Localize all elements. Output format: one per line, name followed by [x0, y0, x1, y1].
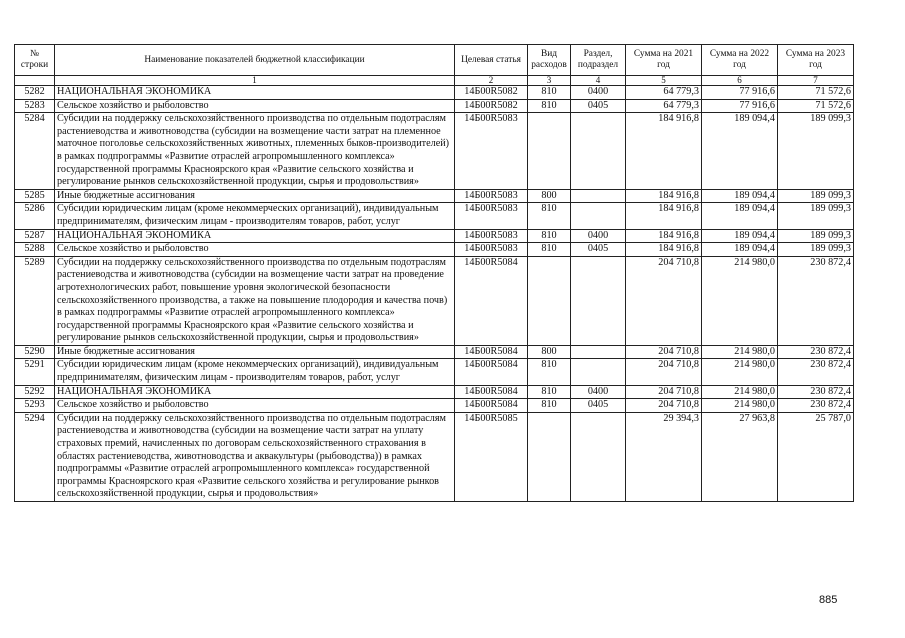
row-sum-2022: 214 980,0 [702, 385, 778, 399]
column-number: 3 [528, 76, 571, 86]
row-sum-2021: 204 710,8 [626, 399, 702, 413]
row-name: Субсидии на поддержку сельскохозяйственного производства по отдельным подотраслям растениеводства и животноводства (субсидии на возмещение части затрат на племенное маточное поголовье сельскохозяйственных животных, племенных быков-производителей) в рамках подпрограммы «Развитие отраслей агропромышленного комплекса» государственной программы Красноярского края «Развитие сельского хозяйства и регулирование рынков сельскохозяйственной продукции, сырья и продовольствия» [55, 113, 455, 190]
column-number: 5 [626, 76, 702, 86]
row-name: Иные бюджетные ассигнования [55, 345, 455, 359]
row-sum-2022: 214 980,0 [702, 399, 778, 413]
column-number: 4 [571, 76, 626, 86]
row-sum-2021: 184 916,8 [626, 189, 702, 203]
row-number: 5290 [15, 345, 55, 359]
column-number: 6 [702, 76, 778, 86]
row-name: НАЦИОНАЛЬНАЯ ЭКОНОМИКА [55, 86, 455, 100]
row-expense-type: 800 [528, 189, 571, 203]
row-sum-2023: 189 099,3 [778, 189, 854, 203]
row-sum-2023: 230 872,4 [778, 345, 854, 359]
row-sum-2021: 204 710,8 [626, 359, 702, 385]
header-row-no: № строки [15, 45, 55, 76]
header-name: Наименование показателей бюджетной классификации [55, 45, 455, 76]
table-row [15, 86, 854, 100]
row-target-article: 14Б00R5085 [455, 412, 528, 501]
row-sum-2022: 77 916,6 [702, 99, 778, 113]
column-number-row [15, 76, 854, 86]
row-sum-2023: 230 872,4 [778, 385, 854, 399]
column-number [15, 76, 55, 86]
row-sum-2021: 184 916,8 [626, 203, 702, 229]
row-expense-type: 810 [528, 243, 571, 257]
row-sum-2021: 64 779,3 [626, 99, 702, 113]
row-name: Иные бюджетные ассигнования [55, 189, 455, 203]
row-target-article: 14Б00R5084 [455, 345, 528, 359]
row-sum-2023: 189 099,3 [778, 243, 854, 257]
row-expense-type: 800 [528, 345, 571, 359]
row-name: Сельское хозяйство и рыболовство [55, 243, 455, 257]
row-number: 5287 [15, 229, 55, 243]
row-target-article: 14Б00R5083 [455, 113, 528, 190]
table-row [15, 385, 854, 399]
row-sum-2022: 77 916,6 [702, 86, 778, 100]
row-name: Субсидии на поддержку сельскохозяйственного производства по отдельным подотраслям растениеводства и животноводства (субсидии на возмещение части затрат на уплату страховых премий, начисленных по договорам сельскохозяйственного страхования в областях растениеводства, животноводства и аквакультуры (рыбоводства)) в рамках подпрограммы «Развитие отраслей агропромышленного комплекса» государственной программы Красноярского края «Развитие сельского хозяйства и регулирование рынков сельскохозяйственной продукции, сырья и продовольствия» [55, 412, 455, 501]
row-sum-2022: 214 980,0 [702, 256, 778, 345]
row-sum-2021: 29 394,3 [626, 412, 702, 501]
row-sum-2022: 189 094,4 [702, 113, 778, 190]
row-sum-2023: 230 872,4 [778, 399, 854, 413]
row-target-article: 14Б00R5082 [455, 86, 528, 100]
row-sum-2023: 189 099,3 [778, 203, 854, 229]
row-expense-type [528, 113, 571, 190]
header-row [15, 45, 854, 76]
row-target-article: 14Б00R5083 [455, 229, 528, 243]
row-target-article: 14Б00R5084 [455, 359, 528, 385]
row-number: 5293 [15, 399, 55, 413]
row-expense-type: 810 [528, 86, 571, 100]
row-name: НАЦИОНАЛЬНАЯ ЭКОНОМИКА [55, 385, 455, 399]
row-name: Субсидии юридическим лицам (кроме некоммерческих организаций), индивидуальным предпринимателям, физическим лицам - производителям товаров, работ, услуг [55, 203, 455, 229]
row-expense-type: 810 [528, 385, 571, 399]
row-section [571, 359, 626, 385]
row-number: 5284 [15, 113, 55, 190]
table-row [15, 113, 854, 190]
budget-table [14, 44, 854, 502]
table-row [15, 412, 854, 501]
row-sum-2023: 189 099,3 [778, 113, 854, 190]
row-expense-type [528, 256, 571, 345]
row-number: 5289 [15, 256, 55, 345]
row-sum-2023: 189 099,3 [778, 229, 854, 243]
row-expense-type: 810 [528, 99, 571, 113]
table-row [15, 243, 854, 257]
header-section: Раздел, подраздел [571, 45, 626, 76]
row-sum-2022: 214 980,0 [702, 359, 778, 385]
row-number: 5283 [15, 99, 55, 113]
row-target-article: 14Б00R5083 [455, 243, 528, 257]
table-row [15, 399, 854, 413]
row-target-article: 14Б00R5082 [455, 99, 528, 113]
table-row [15, 189, 854, 203]
row-sum-2022: 189 094,4 [702, 203, 778, 229]
table-row [15, 256, 854, 345]
row-section [571, 189, 626, 203]
row-section: 0400 [571, 229, 626, 243]
row-expense-type: 810 [528, 399, 571, 413]
row-number: 5288 [15, 243, 55, 257]
row-number: 5282 [15, 86, 55, 100]
row-name: Субсидии на поддержку сельскохозяйственного производства по отдельным подотраслям растениеводства и животноводства (субсидии на возмещение части затрат на проведение агротехнологических работ, повышение уровня экологической безопасности сельскохозяйственного производства, а также на повышение плодородия и качества почв) в рамках подпрограммы «Развитие отраслей агропромышленного комплекса» государственной программы Красноярского края «Развитие сельского хозяйства и регулирование рынков сельскохозяйственной продукции, сырья и продовольствия» [55, 256, 455, 345]
row-sum-2022: 189 094,4 [702, 189, 778, 203]
row-expense-type: 810 [528, 203, 571, 229]
row-section: 0405 [571, 99, 626, 113]
row-section: 0400 [571, 385, 626, 399]
budget-table-container [14, 44, 854, 502]
row-sum-2022: 189 094,4 [702, 229, 778, 243]
row-number: 5294 [15, 412, 55, 501]
row-name: Субсидии юридическим лицам (кроме некоммерческих организаций), индивидуальным предпринимателям, физическим лицам - производителям товаров, работ, услуг [55, 359, 455, 385]
row-section: 0405 [571, 399, 626, 413]
row-section [571, 256, 626, 345]
table-row [15, 229, 854, 243]
row-sum-2021: 184 916,8 [626, 113, 702, 190]
row-number: 5285 [15, 189, 55, 203]
header-sum-2022: Сумма на 2022 год [702, 45, 778, 76]
row-sum-2021: 184 916,8 [626, 243, 702, 257]
row-section [571, 203, 626, 229]
row-number: 5292 [15, 385, 55, 399]
row-name: Сельское хозяйство и рыболовство [55, 399, 455, 413]
table-row [15, 99, 854, 113]
row-sum-2022: 214 980,0 [702, 345, 778, 359]
table-row [15, 345, 854, 359]
row-sum-2023: 230 872,4 [778, 359, 854, 385]
row-sum-2023: 25 787,0 [778, 412, 854, 501]
row-target-article: 14Б00R5083 [455, 189, 528, 203]
column-number: 2 [455, 76, 528, 86]
row-sum-2023: 71 572,6 [778, 86, 854, 100]
row-target-article: 14Б00R5084 [455, 385, 528, 399]
row-sum-2022: 27 963,8 [702, 412, 778, 501]
table-row [15, 203, 854, 229]
row-section [571, 113, 626, 190]
row-expense-type: 810 [528, 359, 571, 385]
row-section [571, 412, 626, 501]
row-sum-2021: 204 710,8 [626, 256, 702, 345]
row-number: 5286 [15, 203, 55, 229]
header-sum-2023: Сумма на 2023 год [778, 45, 854, 76]
row-name: Сельское хозяйство и рыболовство [55, 99, 455, 113]
column-number: 1 [55, 76, 455, 86]
table-row [15, 359, 854, 385]
row-target-article: 14Б00R5083 [455, 203, 528, 229]
table-body [15, 86, 854, 502]
page-number: 885 [819, 594, 838, 606]
row-sum-2021: 204 710,8 [626, 345, 702, 359]
row-target-article: 14Б00R5084 [455, 256, 528, 345]
row-sum-2023: 230 872,4 [778, 256, 854, 345]
header-expense-type: Вид расходов [528, 45, 571, 76]
row-name: НАЦИОНАЛЬНАЯ ЭКОНОМИКА [55, 229, 455, 243]
row-sum-2021: 184 916,8 [626, 229, 702, 243]
row-section: 0400 [571, 86, 626, 100]
row-sum-2021: 204 710,8 [626, 385, 702, 399]
row-expense-type: 810 [528, 229, 571, 243]
column-number: 7 [778, 76, 854, 86]
row-number: 5291 [15, 359, 55, 385]
row-section [571, 345, 626, 359]
header-sum-2021: Сумма на 2021 год [626, 45, 702, 76]
row-section: 0405 [571, 243, 626, 257]
header-target: Целевая статья [455, 45, 528, 76]
row-sum-2021: 64 779,3 [626, 86, 702, 100]
row-expense-type [528, 412, 571, 501]
row-sum-2022: 189 094,4 [702, 243, 778, 257]
row-target-article: 14Б00R5084 [455, 399, 528, 413]
row-sum-2023: 71 572,6 [778, 99, 854, 113]
